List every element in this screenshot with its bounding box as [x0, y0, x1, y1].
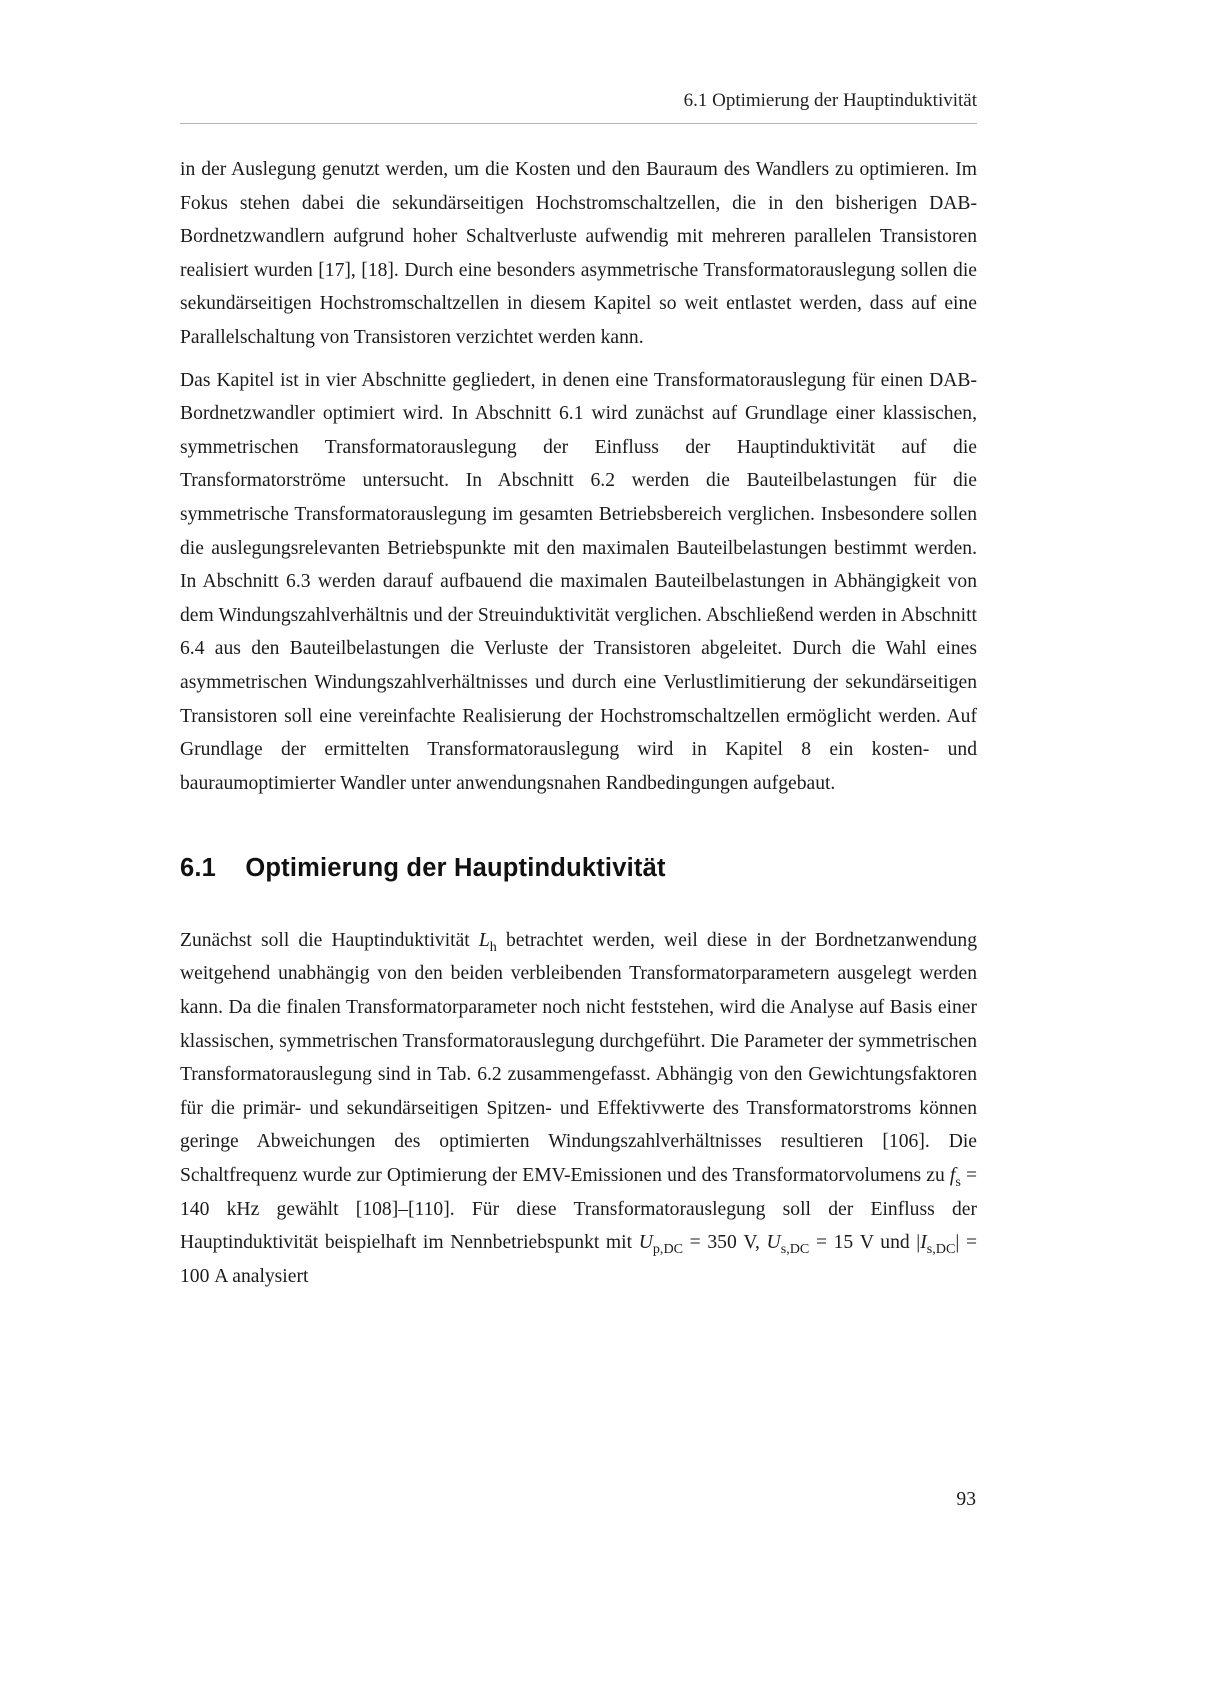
text-run: U [766, 1232, 781, 1254]
text-block [180, 90, 977, 1293]
page-body [180, 153, 977, 1293]
text-run: Das Kapitel ist in vier Abschnitte gegliedert, in denen eine Transformatorauslegung für einen DAB-Bordnetzwandler optimiert wird. In Abschnitt 6.1 wird zunächst auf Grundlage einer klassischen, symmetrischen Transformatorauslegung der Einfluss der Hauptinduktivität auf die Transformatorströme untersucht. In Abschnitt 6.2 werden die Bauteilbelastungen für die symmetrische Transformatorauslegung im gesamten Betriebsbereich verglichen. Insbesondere sollen die auslegungsrelevanten Betriebspunkte mit den maximalen Bauteilbelastungen bestimmt werden. In Abschnitt 6.3 werden darauf aufbauend die maximalen Bauteilbelastungen in Abhängigkeit von dem Windungszahlverhältnis und der Streuinduktivität verglichen. Abschließend werden in Abschnitt 6.4 aus den Bauteilbelastungen die Verluste der Transistoren abgeleitet. Durch die Wahl eines asymmetrischen Windungszahlverhältnisses und durch eine Verlustlimitierung der sekundärseitigen Transistoren soll eine vereinfachte Realisierung der Hochstromschaltzellen ermöglicht werden. Auf Grundlage der ermittelten Transformatorauslegung wird in Kapitel 8 ein kosten- und bauraumoptimierter Wandler unter anwendungsnahen Randbedingungen aufgebaut. [180, 369, 977, 794]
page-number: 93 [956, 1489, 976, 1510]
section-heading [180, 852, 977, 886]
text-run: f [949, 1165, 956, 1187]
text-run: s [955, 1173, 961, 1190]
text-run: = 15 V und | [809, 1232, 921, 1254]
text-run: I [920, 1232, 927, 1254]
text-run: h [489, 938, 497, 955]
paragraph [180, 924, 977, 1294]
running-header-text: 6.1 Optimierung der Hauptinduktivität [683, 90, 977, 111]
running-header [180, 90, 977, 124]
text-run: = 350 V, [683, 1232, 767, 1254]
text-run: = 140 kHz gewählt [108]–[110]. Für diese Transformatorauslegung soll der Einfluss der Hauptinduktivität beispielhaft im Nennbetriebspunkt mit [180, 1165, 977, 1254]
text-run: Zunächst soll die Hauptinduktivität [180, 929, 479, 951]
text-run: p,DC [652, 1241, 684, 1258]
section-number: 6.1 [180, 854, 217, 883]
text-run: L [478, 929, 490, 951]
text-run: | = 100 A analysiert [180, 1232, 978, 1287]
text-run: in der Auslegung genutzt werden, um die Kosten und den Bauraum des Wandlers zu optimieren. Im Fokus stehen dabei die sekundärseitigen Hochstromschaltzellen, die in den bisherigen DAB-Bordnetzwandlern aufgrund hoher Schaltverluste aufwendig mit mehreren parallelen Transistoren realisiert wurden [17], [18]. Durch eine besonders asymmetrische Transformatorauslegung sollen die sekundärseitigen Hochstromschaltzellen in diesem Kapitel so weit entlastet werden, dass auf eine Parallelschaltung von Transistoren verzichtet werden kann. [180, 159, 977, 348]
paragraph [180, 153, 977, 355]
text-run: s,DC [780, 1241, 810, 1258]
text-run: betrachtet werden, weil diese in der Bordnetzanwendung weitgehend unabhängig von den beiden verbleibenden Transformatorparametern ausgelegt werden kann. Da die finalen Transformatorparameter noch nicht feststehen, wird die Analyse auf Basis einer klassischen, symmetrischen Transformatorauslegung durchgeführt. Die Parameter der symmetrischen Transformatorauslegung sind in Tab. 6.2 zusammengefasst. Abhängig von den Gewichtungsfaktoren für die primär- und sekundärseitigen Spitzen- und Effektivwerte des Transformatorstroms können geringe Abweichungen des optimierten Windungszahlverhältnisses resultieren [106]. Die Schaltfrequenz wurde zur Optimierung der EMV-Emissionen und des Transformatorvolumens zu [180, 929, 978, 1187]
text-run: U [638, 1232, 653, 1254]
text-run: s,DC [926, 1241, 956, 1258]
paragraph [180, 364, 977, 801]
section-title: Optimierung der Hauptinduktivität [245, 854, 666, 883]
